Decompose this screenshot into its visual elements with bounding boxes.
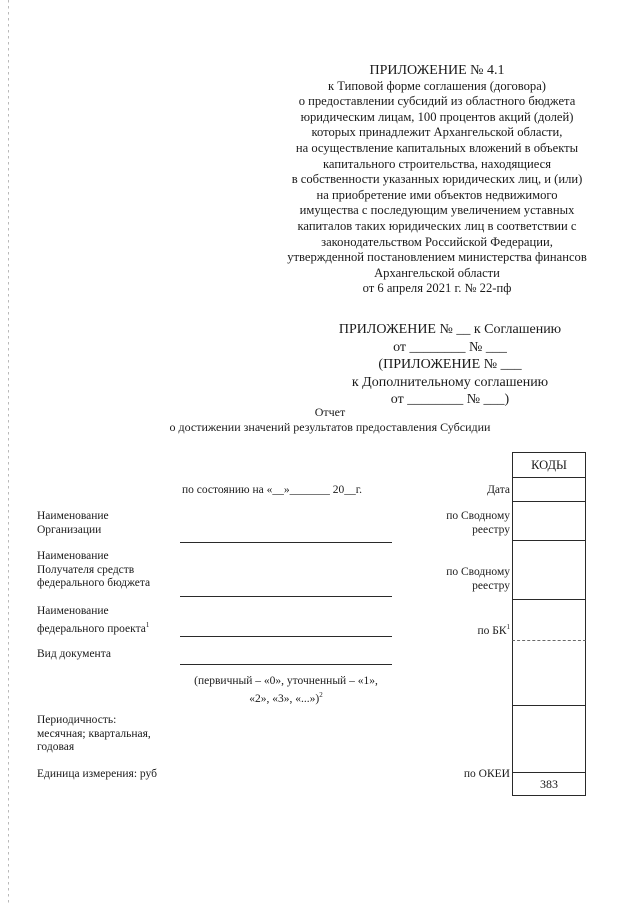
appendix-header-line: которых принадлежит Архангельской области,: [311, 125, 563, 140]
appendix-header-line: Архангельской области: [374, 265, 500, 280]
report-title: Отчет: [314, 405, 346, 419]
periodicity-label: Периодичность: месячная; квартальная, годовая: [37, 714, 151, 753]
appendix-header-line: капиталов таких юридических лиц в соответствии с: [297, 218, 577, 233]
project-underline[interactable]: [180, 636, 392, 637]
report-heading: [120, 405, 540, 435]
code-cell-date[interactable]: [512, 477, 586, 501]
appendix-header-lines: [262, 79, 612, 297]
code-cell-okei: 383: [512, 772, 586, 796]
date-label: Дата: [487, 484, 510, 496]
agreement-ref-line4: к Дополнительному соглашению: [351, 374, 549, 390]
agreement-references: [300, 321, 600, 409]
codes-column: [512, 452, 586, 796]
project-label: Наименование федерального проекта: [37, 605, 146, 635]
code-cell-bk[interactable]: [512, 599, 586, 640]
code-cell-periodicity[interactable]: [512, 705, 586, 772]
appendix-header-line: утвержденной постановлением министерства финансов: [287, 250, 587, 265]
appendix-header-line: к Типовой форме соглашения (договора): [327, 78, 547, 93]
recipient-underline[interactable]: [180, 596, 392, 597]
agreement-ref-line2: от ________ № ___: [393, 339, 507, 355]
agreement-ref-line1: ПРИЛОЖЕНИЕ № __ к Соглашению: [338, 322, 562, 337]
appendix-header-line: на приобретение ими объектов недвижимого: [316, 187, 558, 202]
report-subtitle: о достижении значений результатов предоставления Субсидии: [169, 420, 491, 434]
doc-type-hint-block: [180, 675, 392, 706]
appendix-header-line: капитального строительства, находящиеся: [322, 156, 551, 171]
okei-label: по ОКЕИ: [463, 768, 510, 780]
doc-type-hint: (первичный – «0», уточненный – «1», «2», «3», «...»): [194, 675, 378, 705]
agreement-ref-line5: от ________ № ___): [390, 392, 510, 407]
appendix-header-line: имущества с последующим увеличением уставных: [299, 203, 575, 218]
appendix-header: [262, 63, 612, 297]
margin-dotted-line: [8, 0, 10, 905]
doc-type-label: Вид документа: [37, 648, 111, 660]
recipient-label: Наименование Получателя средств федерального бюджета: [37, 550, 151, 589]
appendix-title: ПРИЛОЖЕНИЕ № 4.1: [369, 63, 505, 78]
code-cell-recipient[interactable]: [512, 540, 586, 599]
bk-label: по БК: [477, 624, 507, 637]
appendix-header-line: законодательством Российской Федерации,: [321, 234, 553, 249]
appendix-header-line: на осуществление капитальных вложений в объекты: [295, 140, 579, 155]
bk-label-block: [430, 621, 510, 638]
doc-type-footnote-mark: 2: [319, 690, 323, 699]
svod-label-2: по Сводному реестру: [446, 566, 510, 592]
code-cell-org[interactable]: [512, 501, 586, 540]
code-cell-doc-type[interactable]: [512, 640, 586, 705]
unit-label: Единица измерения: руб: [37, 768, 157, 780]
svod-label-1: по Сводному реестру: [446, 510, 510, 536]
agreement-ref-line3: (ПРИЛОЖЕНИЕ № ___: [378, 357, 522, 372]
appendix-header-line: от 6 апреля 2021 г. № 22-пф: [362, 281, 512, 296]
project-footnote-mark: 1: [145, 620, 150, 629]
appendix-header-line: юридическим лицам, 100 процентов акций (долей): [300, 109, 574, 124]
appendix-header-line: о предоставлении субсидий из областного бюджета: [298, 94, 576, 109]
as-of-date-text: по состоянию на «__»_______ 20__г.: [182, 484, 363, 496]
appendix-header-line: в собственности указанных юридических лиц, и (или): [291, 172, 583, 187]
org-underline[interactable]: [180, 542, 392, 543]
codes-header: КОДЫ: [512, 452, 586, 477]
project-label-block: [37, 605, 149, 636]
doc-type-underline[interactable]: [180, 664, 392, 665]
org-label: Наименование Организации: [37, 510, 109, 536]
bk-footnote-mark: 1: [506, 623, 510, 631]
